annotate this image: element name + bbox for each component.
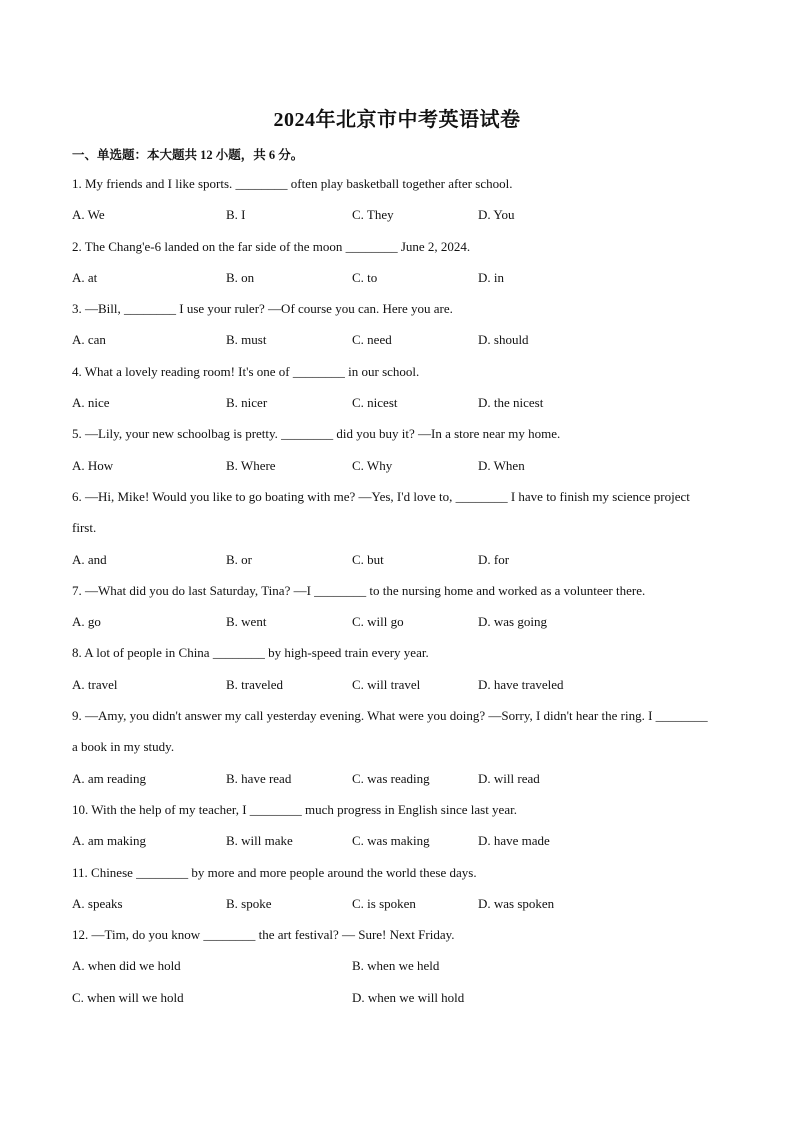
answer-option[interactable]: A. at (72, 269, 98, 285)
question-stem: 1. My friends and I like sports. ________ often play basketball together after school. (72, 176, 513, 191)
section-heading: 一、单选题：本大题共 12 小题，共 6 分。 (72, 148, 304, 162)
answer-option[interactable]: D. have traveled (478, 676, 564, 692)
options-row (72, 262, 712, 293)
question-stem: 4. What a lovely reading room! It's one of ________ in our school. (72, 363, 420, 379)
question-block (72, 418, 712, 481)
answer-option[interactable]: A. How (72, 457, 114, 473)
answer-option[interactable]: D. when we will hold (352, 989, 465, 1005)
answer-option[interactable]: C. was making (352, 833, 430, 849)
answer-option[interactable]: D. was spoken (478, 895, 555, 911)
options-row (72, 606, 712, 637)
answer-option[interactable]: A. nice (72, 395, 110, 411)
answer-option[interactable]: D. the nicest (478, 395, 544, 411)
answer-option[interactable]: B. will make (226, 833, 293, 849)
question-block (72, 168, 712, 231)
options-row (72, 450, 712, 481)
answer-option[interactable]: C. need (352, 332, 392, 348)
question-block (72, 231, 712, 294)
answer-option[interactable]: B. spoke (226, 895, 272, 911)
answer-option[interactable]: A. We (72, 207, 105, 223)
answer-option[interactable]: D. You (478, 207, 515, 223)
question-list (72, 168, 712, 1013)
answer-option[interactable]: C. to (352, 269, 378, 285)
answer-option[interactable]: D. for (478, 551, 510, 567)
question-stem: 6. —Hi, Mike! Would you like to go boating with me? —Yes, I'd love to, ________ I have to finish my science project first. (72, 488, 690, 536)
question-block (72, 637, 712, 700)
question-stem: 8. A lot of people in China ________ by high-speed train every year. (72, 645, 429, 661)
answer-option[interactable]: D. was going (478, 614, 547, 630)
answer-option[interactable]: D. should (478, 332, 529, 348)
answer-option[interactable]: C. was reading (352, 770, 430, 786)
answer-option[interactable]: B. on (226, 269, 255, 285)
answer-option[interactable]: C. but (352, 551, 384, 567)
question-stem: 7. —What did you do last Saturday, Tina? —I ________ to the nursing home and worked as a volunteer there. (72, 582, 646, 598)
options-row (72, 387, 712, 418)
question-block (72, 481, 712, 575)
answer-option[interactable]: B. when we held (352, 958, 440, 974)
answer-option[interactable]: A. go (72, 614, 101, 630)
answer-option[interactable]: A. speaks (72, 895, 123, 911)
question-block (72, 700, 712, 794)
answer-option[interactable]: C. They (352, 207, 394, 223)
answer-option[interactable]: B. must (226, 332, 267, 348)
answer-option[interactable]: C. when will we hold (72, 989, 184, 1005)
question-block (72, 293, 712, 356)
question-stem: 9. —Amy, you didn't answer my call yesterday evening. What were you doing? —Sorry, I didn't hear the ring. I ________ a book in my study. (72, 708, 708, 755)
answer-option[interactable]: A. am making (72, 833, 147, 849)
question-stem: 12. —Tim, do you know ________ the art festival? — Sure! Next Friday. (72, 927, 455, 943)
answer-option[interactable]: B. have read (226, 770, 292, 786)
question-stem: 3. —Bill, ________ I use your ruler? —Of course you can. Here you are. (72, 301, 453, 317)
question-block (72, 794, 712, 857)
answer-option[interactable]: B. traveled (226, 676, 284, 692)
answer-option[interactable]: C. nicest (352, 395, 398, 411)
question-stem: 11. Chinese ________ by more and more people around the world these days. (72, 864, 477, 880)
page-title: 2024年北京市中考英语试卷 (273, 109, 521, 131)
question-block (72, 857, 712, 920)
answer-option[interactable]: B. Where (226, 457, 276, 473)
question-stem: 10. With the help of my teacher, I ________ much progress in English since last year. (72, 801, 517, 817)
options-row (72, 888, 712, 919)
answer-option[interactable]: B. nicer (226, 395, 268, 411)
options-row (72, 324, 712, 355)
answer-option[interactable]: B. I (226, 207, 246, 223)
answer-option[interactable]: A. am reading (72, 770, 147, 786)
options-row (72, 982, 712, 1013)
question-stem: 5. —Lily, your new schoolbag is pretty. ________ did you buy it? —In a store near my home. (72, 426, 561, 442)
options-row (72, 950, 712, 981)
answer-option[interactable]: A. and (72, 551, 107, 567)
answer-option[interactable]: A. travel (72, 676, 118, 692)
answer-option[interactable]: C. will travel (352, 676, 421, 692)
options-row (72, 669, 712, 700)
answer-option[interactable]: C. will go (352, 614, 404, 630)
options-row (72, 544, 712, 575)
answer-option[interactable]: D. have made (478, 833, 550, 849)
options-row (72, 825, 712, 856)
options-row (72, 199, 712, 230)
options-row (72, 763, 712, 794)
answer-option[interactable]: D. in (478, 269, 504, 285)
answer-option[interactable]: C. is spoken (352, 895, 416, 911)
answer-option[interactable]: A. when did we hold (72, 958, 181, 974)
answer-option[interactable]: A. can (72, 332, 106, 348)
question-block (72, 356, 712, 419)
answer-option[interactable]: D. will read (478, 770, 540, 786)
question-block (72, 919, 712, 1013)
answer-option[interactable]: D. When (478, 457, 525, 473)
question-block (72, 575, 712, 638)
answer-option[interactable]: B. went (226, 614, 267, 630)
question-stem: 2. The Chang'e-6 landed on the far side of the moon ________ June 2, 2024. (72, 238, 471, 254)
answer-option[interactable]: B. or (226, 551, 252, 567)
answer-option[interactable]: C. Why (352, 457, 393, 473)
